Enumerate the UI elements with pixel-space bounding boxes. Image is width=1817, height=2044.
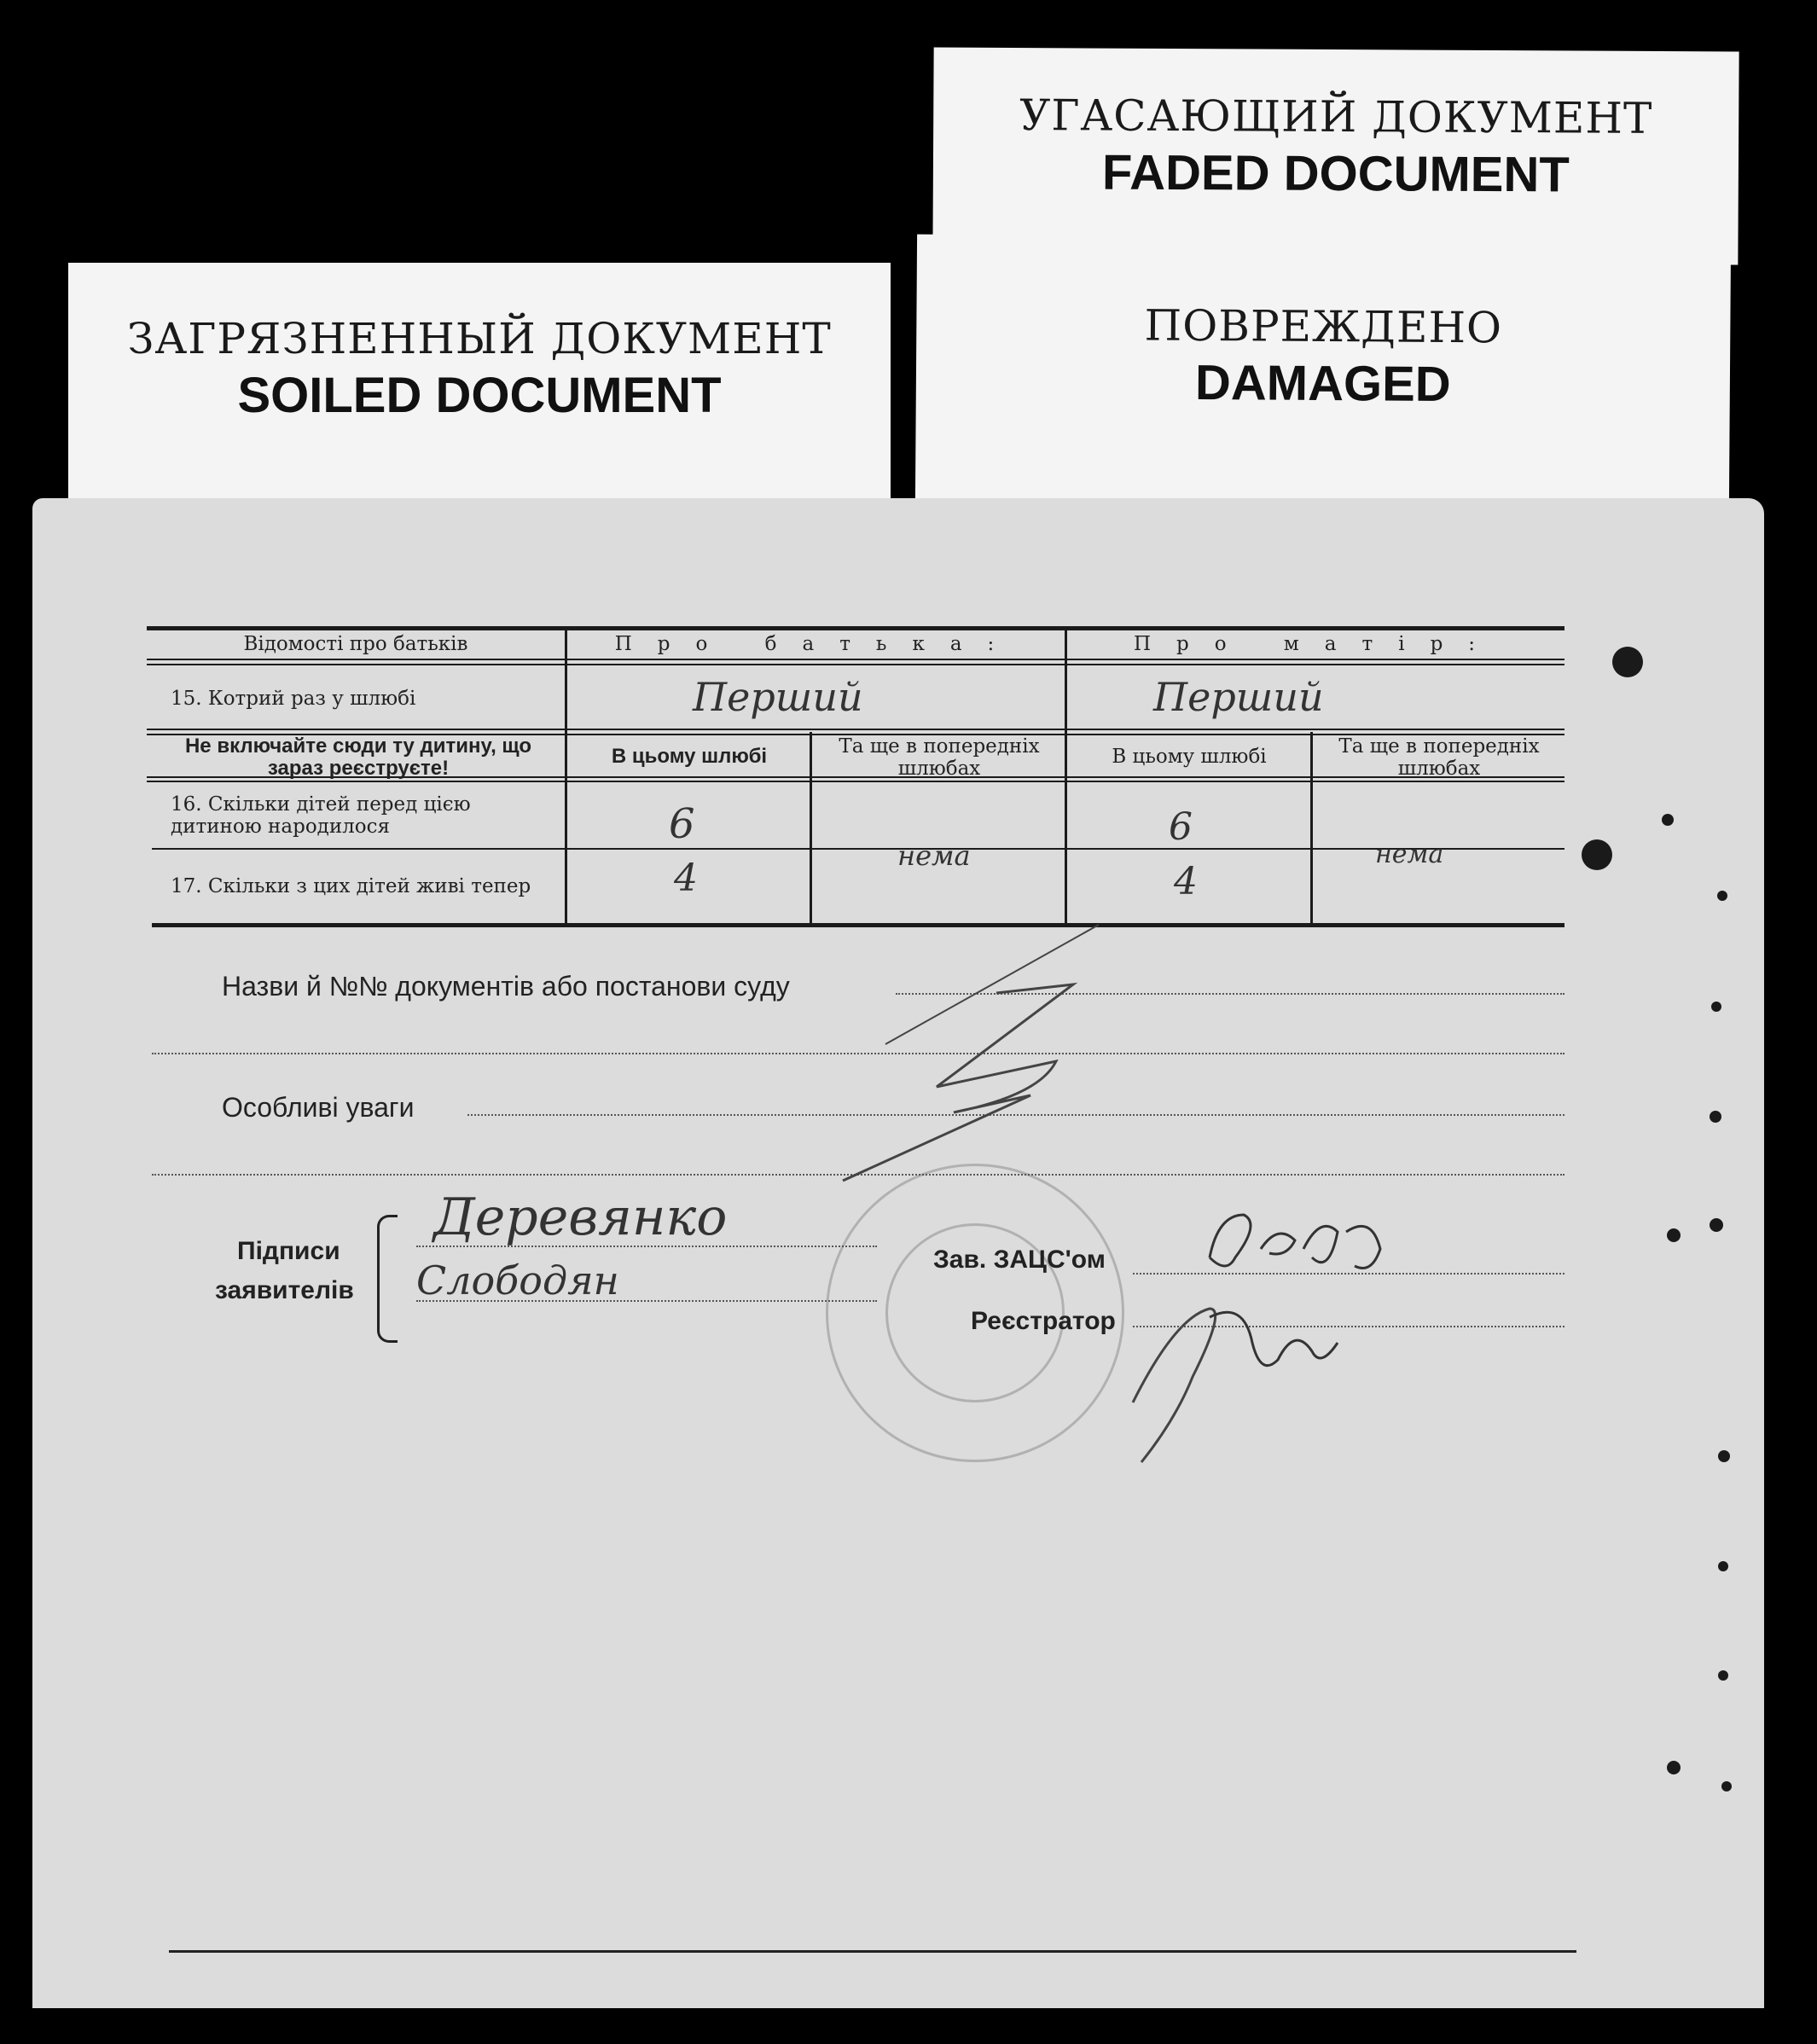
sub-this-mother: В цьому шлюбі	[1112, 746, 1267, 768]
row17-label: 17. Скільки з цих дітей живі тепер	[171, 875, 531, 897]
row17-father-this: 4	[674, 857, 698, 900]
applicants-label-1: Підписи	[237, 1237, 340, 1265]
soiled-label-en: SOILED DOCUMENT	[237, 368, 722, 423]
row17-mother-this: 4	[1174, 860, 1198, 903]
faded-label-en: FADED DOCUMENT	[1101, 144, 1570, 203]
soiled-label-ru: ЗАГРЯЗНЕННЫЙ ДОКУМЕНТ	[127, 314, 832, 363]
document-sheet	[32, 498, 1764, 2008]
applicant-2-line	[416, 1300, 877, 1302]
registrar-label: Реєстратор	[971, 1307, 1116, 1335]
applicants-label-2: заявителів	[215, 1276, 354, 1304]
soiled-document-label	[68, 263, 891, 510]
sub-prev-father: Та ще в попередніх шлюбах	[839, 735, 1040, 780]
note-exclude-child: Не включайте сюди ту дитину, що зараз реєструєте!	[184, 735, 532, 780]
head-signature	[1184, 1198, 1440, 1300]
head-label: Зав. ЗАЦС'ом	[933, 1246, 1106, 1274]
notes-label: Особливі уваги	[222, 1092, 415, 1123]
sub-this-father: В цьому шлюбі	[611, 745, 768, 768]
applicants-brace	[377, 1215, 398, 1343]
header-col1: Відомості про батьків	[243, 633, 468, 655]
applicant-2-signature: Слободян	[416, 1257, 619, 1304]
row15-father: Перший	[693, 674, 863, 720]
row16-label: 16. Скільки дітей перед цією дитиною народилося	[171, 793, 471, 838]
row15-mother: Перший	[1153, 674, 1324, 720]
faded-document-label	[932, 48, 1739, 265]
damaged-label-en: DAMAGED	[1194, 354, 1451, 413]
documents-label: Назви й №№ документів або постанови суду	[222, 971, 790, 1002]
damaged-document-label	[915, 235, 1731, 505]
row16-17-mother-prev: нема	[1375, 839, 1444, 869]
row16-father-this: 6	[669, 800, 695, 848]
damaged-label-ru: ПОВРЕЖДЕНО	[1144, 300, 1503, 353]
faded-label-ru: УГАСАЮЩИЙ ДОКУМЕНТ	[1019, 90, 1653, 143]
header-mother: Про матір:	[1133, 633, 1501, 655]
registrar-signature	[1193, 1292, 1363, 1394]
sub-prev-mother: Та ще в попередніх шлюбах	[1338, 735, 1540, 780]
row15-label: 15. Котрий раз у шлюбі	[171, 688, 416, 710]
applicant-1-signature: Деревянко	[433, 1187, 728, 1247]
row16-17-father-prev: нема	[897, 839, 971, 872]
applicant-1-line	[416, 1246, 877, 1247]
row16-mother-this: 6	[1169, 805, 1193, 849]
header-father: Про батька:	[614, 633, 1020, 655]
bottom-rule	[169, 1950, 1576, 1953]
